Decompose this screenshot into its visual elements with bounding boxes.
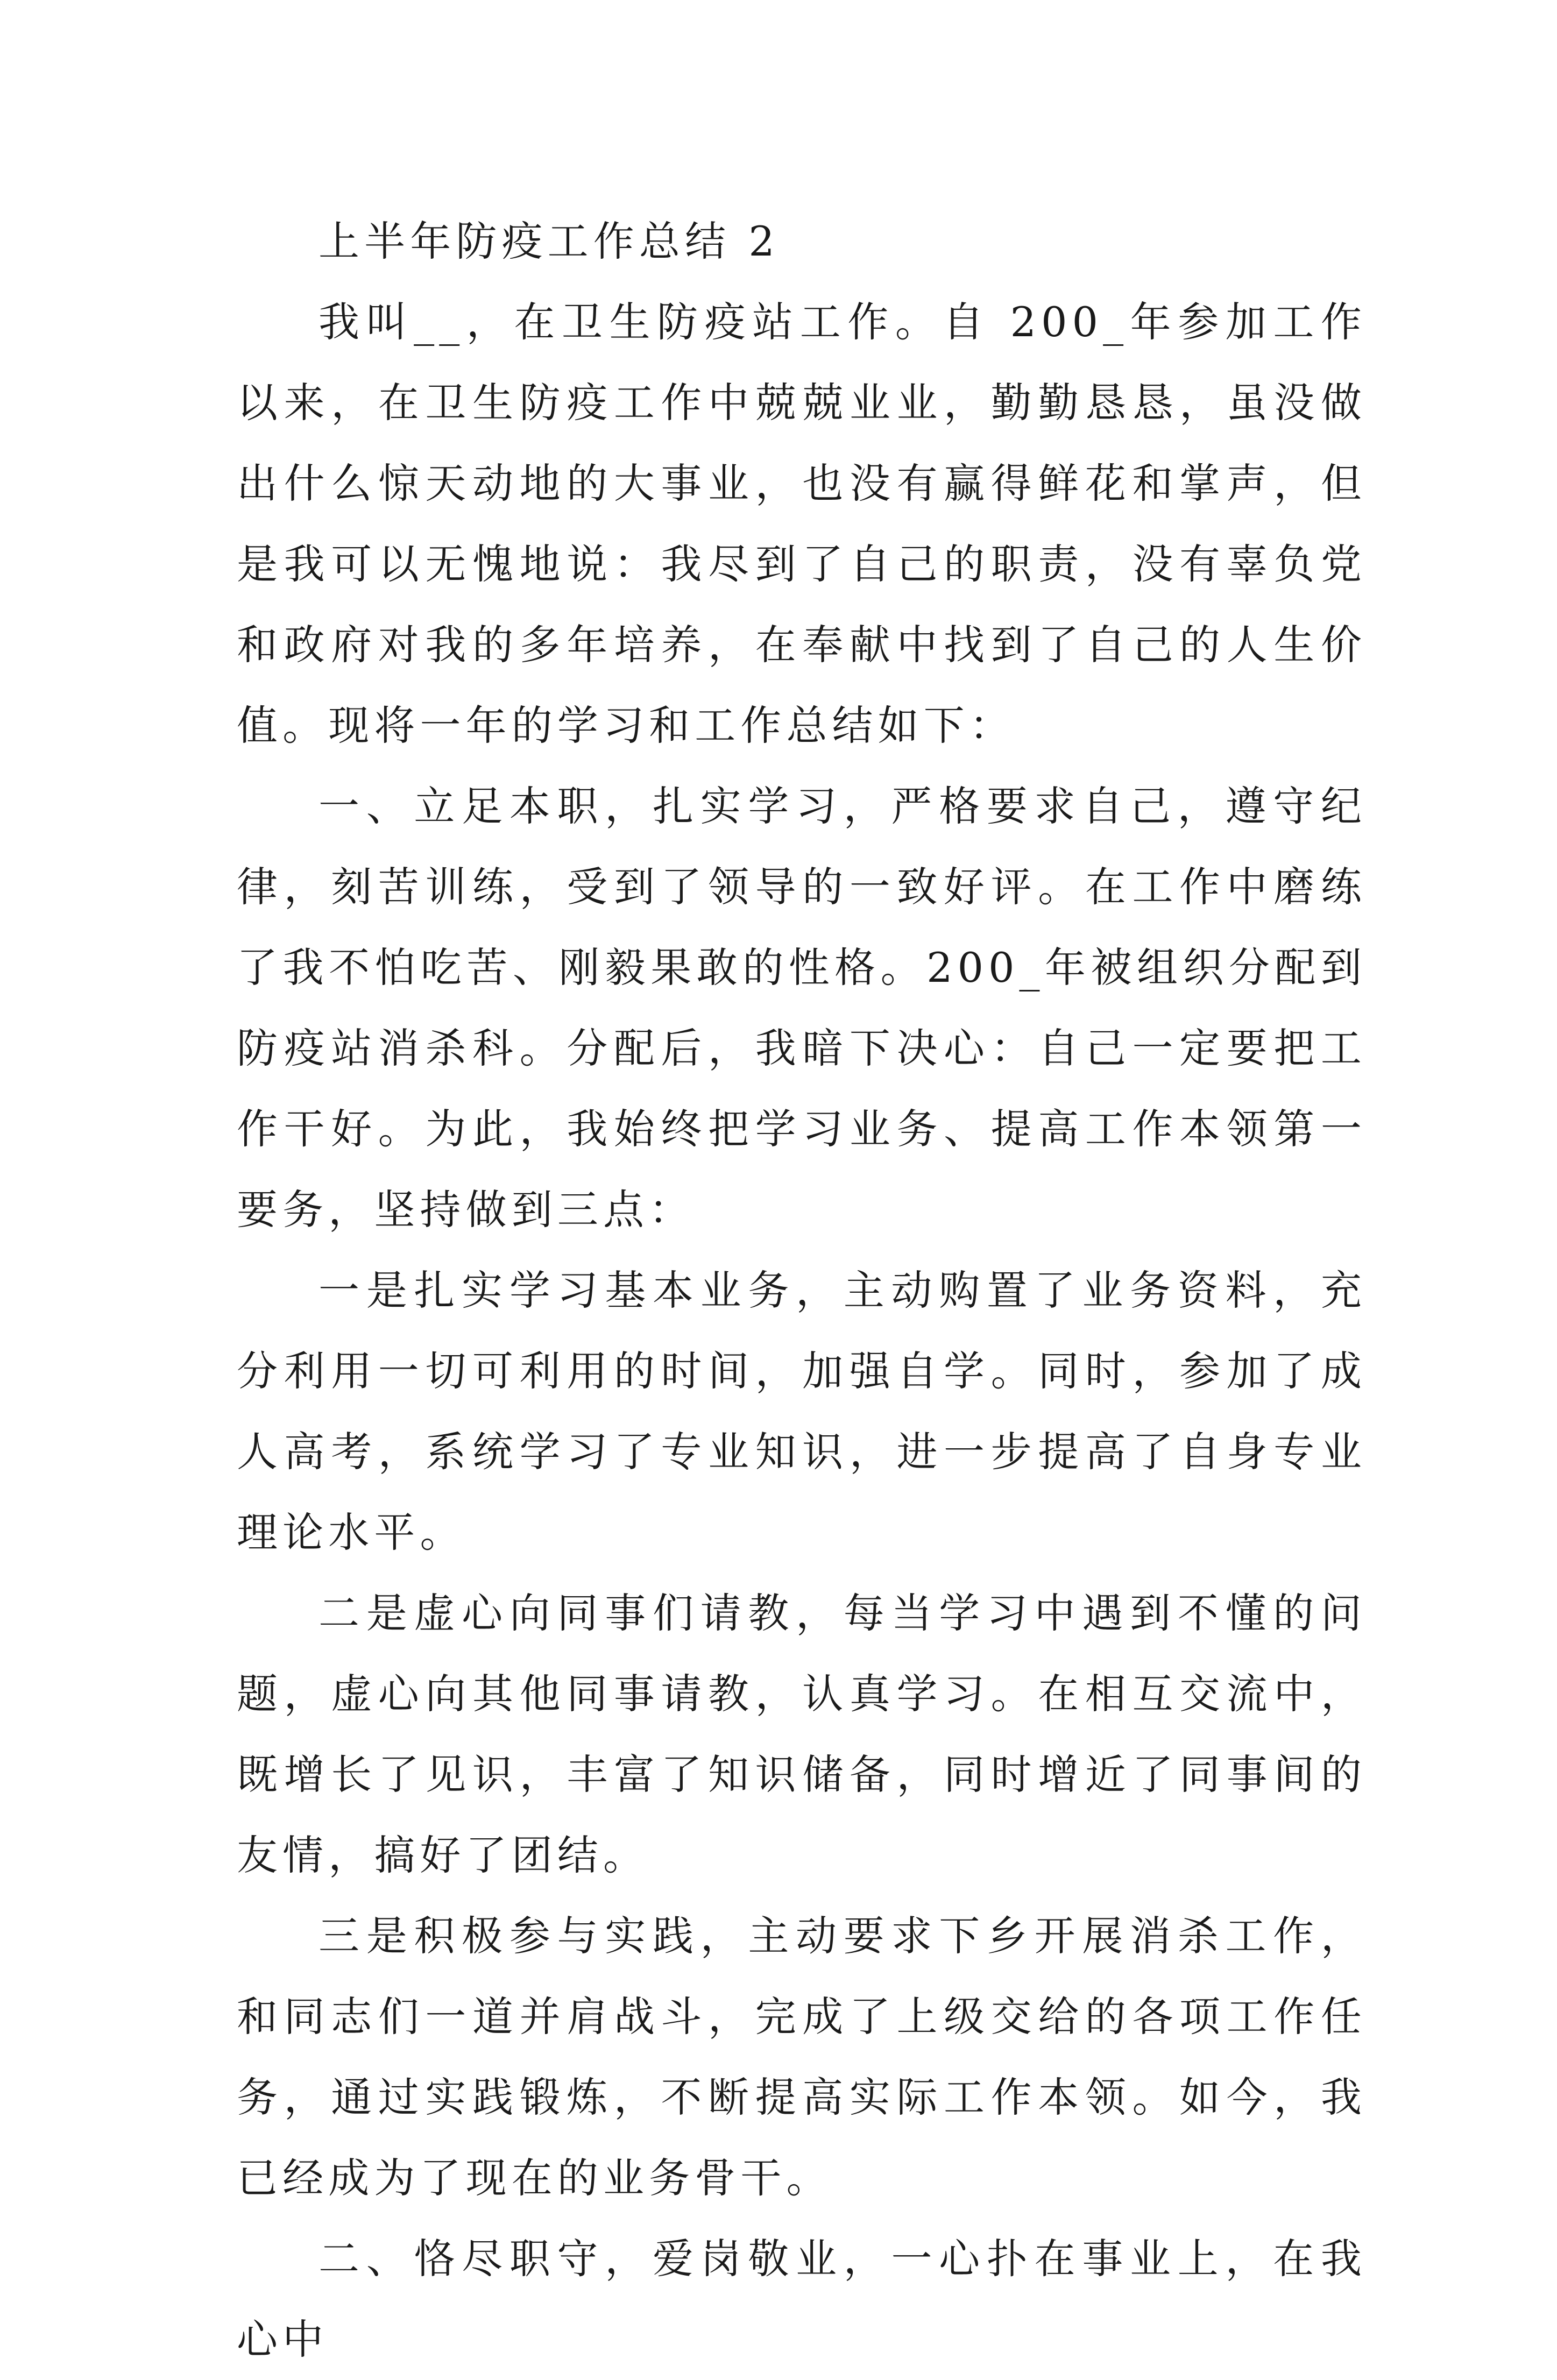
paragraph-section-one: 一、立足本职，扎实学习，严格要求自己，遵守纪律，刻苦训练，受到了领导的一致好评。在工作中磨练了我不怕吃苦、刚毅果敢的性格。200_年被组织分配到防疫站消杀科。分配后，我暗下决心：自己一定要把工作干好。为此，我始终把学习业务、提高工作本领第一要务，坚持做到三点： [237, 782, 1367, 1234]
paragraph-point-three: 三是积极参与实践，主动要求下乡开展消杀工作，和同志们一道并肩战斗，完成了上级交给的各项工作任务，通过实践锻炼，不断提高实际工作本领。如今，我已经成为了现在的业务骨干。 [237, 1912, 1367, 2202]
paragraph-section-two: 二、恪尽职守，爱岗敬业，一心扑在事业上，在我心中 [237, 2235, 1367, 2363]
paragraph-intro: 我叫__，在卫生防疫站工作。自 200_年参加工作以来，在卫生防疫工作中兢兢业业，勤勤恳恳，虽没做出什么惊天动地的大事业，也没有赢得鲜花和掌声，但是我可以无愧地说：我尽到了自己的职责，没有辜负党和政府对我的多年培养，在奉献中找到了自己的人生价值。现将一年的学习和工作总结如下： [237, 298, 1367, 749]
paragraph-point-one: 一是扎实学习基本业务，主动购置了业务资料，充分利用一切可利用的时间，加强自学。同时，参加了成人高考，系统学习了专业知识，进一步提高了自身专业理论水平。 [237, 1266, 1367, 1556]
document-title: 上半年防疫工作总结 2 [319, 217, 780, 265]
document-body [237, 201, 1367, 2380]
paragraph-point-two: 二是虚心向同事们请教，每当学习中遇到不懂的问题，虚心向其他同事请教，认真学习。在相互交流中，既增长了见识，丰富了知识储备，同时增近了同事间的友情，搞好了团结。 [237, 1589, 1367, 1879]
